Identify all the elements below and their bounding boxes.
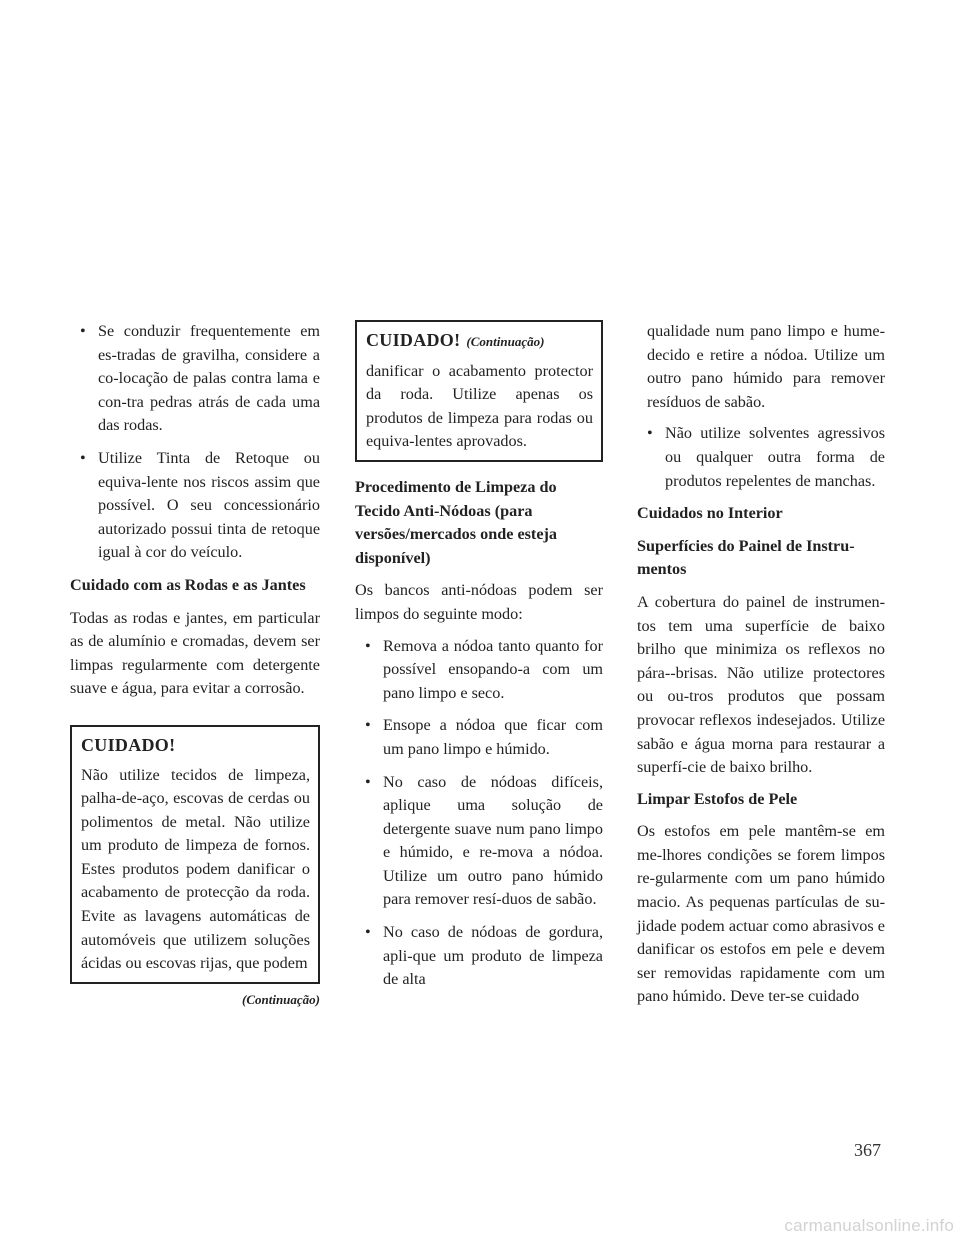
section-heading: Cuidado com as Rodas e as Jantes	[70, 575, 306, 594]
continued-paragraph: qualidade num pano limpo e hume-decido e retire a nódoa. Utilize um outro pano húmido para remover resíduos de sabão.	[647, 322, 885, 411]
caution-title: CUIDADO!	[81, 734, 176, 755]
body-paragraph: Todas as rodas e jantes, em particular as de alumínio e cromadas, devem ser limpas regularmente com detergente suave e água, para evitar a corrosão.	[70, 608, 320, 698]
page-number: 367	[854, 1140, 881, 1160]
body-paragraph: A cobertura do painel de instrumen-tos tem uma superfície de baixo brilho que minimiza os reflexos no pára--brisas. Não utilize protectores ou ou-tros produtos que possam provocar reflexos indesejados. Utilize sabão e água morna para restaurar a superfí-cie de baixo brilho.	[637, 592, 885, 777]
column-right	[637, 320, 885, 1017]
body-paragraph: Os estofos em pele mantêm-se em me-lhores condições se forem limpos re-gularmente com um pano húmido macio. As pequenas partículas de su-jidade podem actuar como abrasivos e danificar os estofos em pele e devem ser removidas rapidamente com um pano húmido. Deve ter-se cuidado	[637, 822, 885, 1006]
subsection-heading: Limpar Estofos de Pele	[637, 789, 798, 808]
caution-text: danificar o acabamento protector da roda. Utilize apenas os produtos de limpeza para rodas ou equiva-lentes aprovados.	[366, 361, 593, 451]
bullet-item: • No caso de nódoas de gordura, apli-que um produto de limpeza de alta	[355, 921, 603, 992]
caution-text: Não utilize tecidos de limpeza, palha-de-aço, escovas de cerdas ou polimentos de metal. Não utilize um produto de limpeza de fornos. Estes produtos podem danificar o acabamento de protecção da roda. Evite as lavagens automáticas de automóveis que utilizem soluções ácidas ou escovas rijas, que podem	[81, 765, 310, 973]
caution-title-text: CUIDADO!	[366, 330, 461, 350]
bullet-item: • Se conduzir frequentemente em es-tradas de gravilha, considere a co-locação de palas contra lama e con-tra pedras atrás de cada uma das rodas.	[70, 320, 320, 438]
caution-box-continued	[355, 320, 603, 462]
section-heading: Cuidados no Interior	[637, 504, 783, 523]
caution-box	[70, 725, 320, 984]
watermark-text: carmanualsonline.info	[784, 1216, 954, 1235]
bullet-item: • No caso de nódoas difíceis, aplique uma solução de detergente suave num pano limpo e húmido, e re-mova a nódoa. Utilize um outro pano húmido para remover resí-duos de sabão.	[355, 771, 603, 913]
continued-note: (Continuação)	[241, 991, 320, 1007]
body-paragraph: Os bancos anti-nódoas podem ser limpos do seguinte modo:	[355, 581, 603, 623]
column-left	[70, 320, 320, 1011]
continued-label: (Continuação)	[466, 334, 545, 349]
caution-title	[366, 329, 593, 354]
bullet-item: • Remova a nódoa tanto quanto for possível ensopando-a com um pano limpo e seco.	[355, 635, 603, 706]
bullet-item: • Ensope a nódoa que ficar com um pano limpo e húmido.	[355, 714, 603, 761]
bullet-item: • Não utilize solventes agressivos ou qualquer outra forma de produtos repelentes de manchas.	[637, 422, 885, 493]
subsection-heading: Superfícies do Painel de Instru-mentos	[637, 536, 855, 579]
bullet-item: • Utilize Tinta de Retoque ou equiva-lente nos riscos assim que possível. O seu concessionário autorizado possui tinta de retoque igual à cor do veículo.	[70, 447, 320, 565]
column-middle	[355, 320, 603, 1001]
section-heading: Procedimento de Limpeza do Tecido Anti-Nódoas (para versões/mercados onde esteja disponível)	[355, 477, 557, 567]
spacer	[70, 709, 320, 725]
